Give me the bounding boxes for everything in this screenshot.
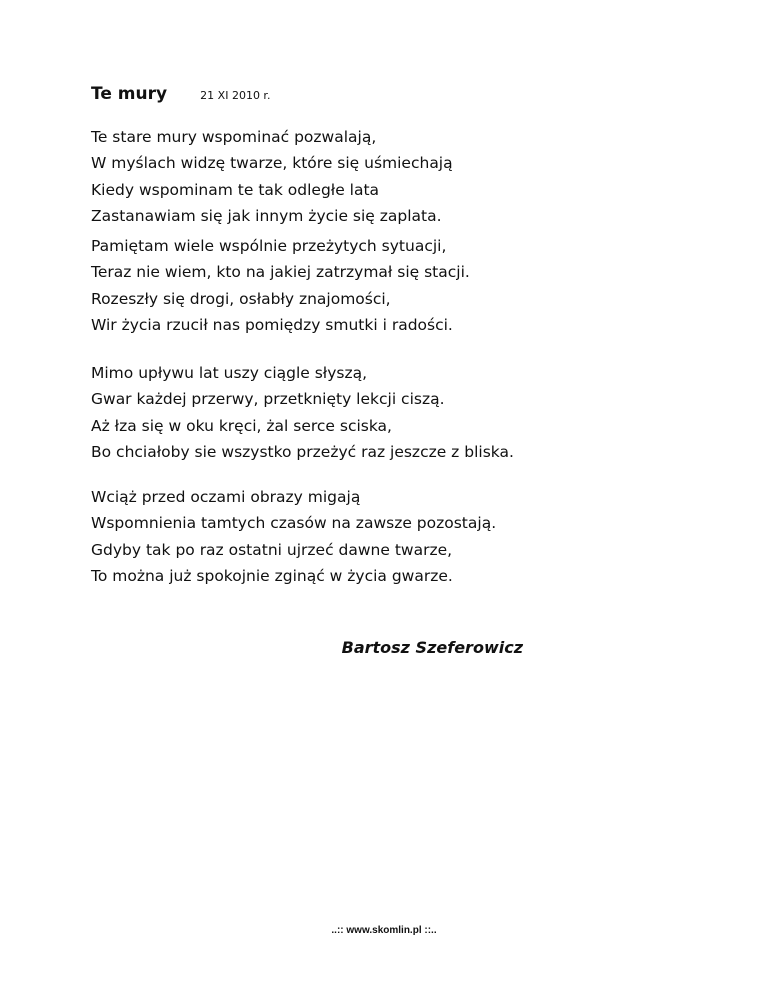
poem-line: Rozeszły się drogi, osłabły znajomości, xyxy=(91,289,391,308)
poem-line: To można już spokojnie zginąć w życia gwarze. xyxy=(91,566,453,585)
stanza-3 xyxy=(91,360,514,465)
poem-line: Zastanawiam się jak innym życie się zaplata. xyxy=(91,206,442,225)
poem-line: Gwar każdej przerwy, przetknięty lekcji ciszą. xyxy=(91,390,445,409)
poem-line: Pamiętam wiele wspólnie przeżytych sytuacji, xyxy=(91,237,447,255)
footer-website: ..:: www.skomlin.pl ::.. xyxy=(331,925,437,936)
poem-line: W myślach widzę twarze, które się uśmiechają xyxy=(91,154,453,173)
poem-line: Te stare mury wspominać pozwalają, xyxy=(91,128,377,146)
poem-title: Te mury xyxy=(91,84,168,104)
poem-line: Bo chciałoby sie wszystko przeżyć raz jeszcze z bliska. xyxy=(91,442,514,461)
stanza-1 xyxy=(91,124,453,229)
poem-line: Aż łza się w oku kręci, żal serce sciska, xyxy=(91,416,392,435)
poem-line: Mimo upływu lat uszy ciągle słyszą, xyxy=(91,364,368,382)
stanza-2 xyxy=(91,233,470,338)
poem-line: Wciąż przed oczami obrazy migają xyxy=(91,488,361,506)
poem-line: Teraz nie wiem, kto na jakiej zatrzymał się stacji. xyxy=(91,263,470,282)
poem-line: Gdyby tak po raz ostatni ujrzeć dawne twarze, xyxy=(91,540,453,559)
poem-header xyxy=(91,84,270,108)
author-signature: Bartosz Szeferowicz xyxy=(341,638,523,657)
poem-line: Wir życia rzucił nas pomiędzy smutki i radości. xyxy=(91,315,453,334)
poem-line: Wspomnienia tamtych czasów na zawsze pozostają. xyxy=(91,514,497,533)
poem-line: Kiedy wspominam te tak odległe lata xyxy=(91,180,380,199)
poem-date: 21 XI 2010 r. xyxy=(200,89,271,102)
stanza-4 xyxy=(91,484,496,589)
